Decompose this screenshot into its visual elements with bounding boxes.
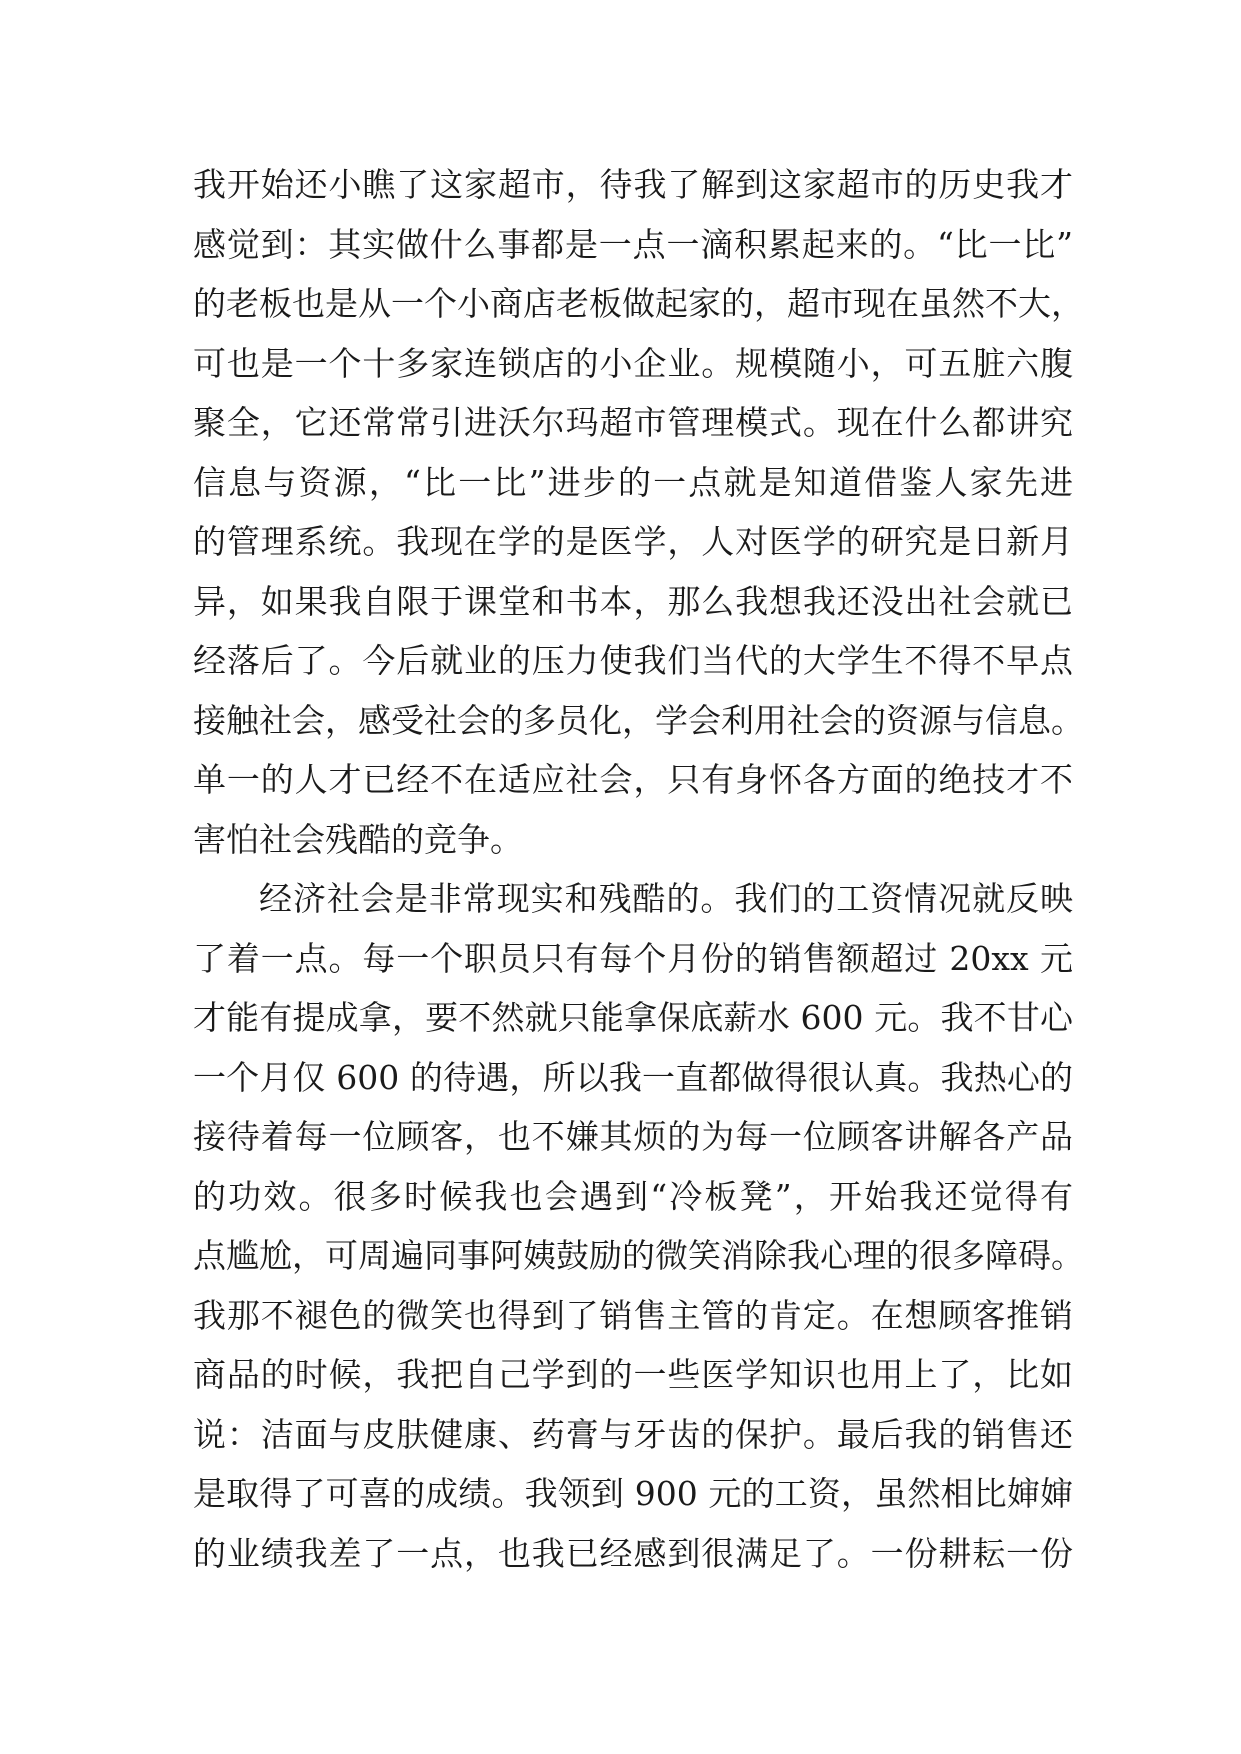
text-line: 的老板也是从一个小商店老板做起家的，超市现在虽然不大， <box>193 284 1084 323</box>
text-line: 聚全，它还常常引进沃尔玛超市管理模式。现在什么都讲究 <box>193 403 1073 442</box>
text-line: 的功效。很多时候我也会遇到“冷板凳”，开始我还觉得有 <box>193 1176 1073 1216</box>
text-line: 的管理系统。我现在学的是医学，人对医学的研究是日新月 <box>193 522 1073 561</box>
text-line: 是取得了可喜的成绩。我领到 900 元的工资，虽然相比婶婶 <box>193 1474 1073 1513</box>
text-line: 接触社会，感受社会的多员化，学会利用社会的资源与信息。 <box>193 700 1084 740</box>
text-line: 我那不褪色的微笑也得到了销售主管的肯定。在想顾客推销 <box>193 1295 1073 1335</box>
text-line: 可也是一个十多家连锁店的小企业。规模随小，可五脏六腹 <box>193 343 1073 383</box>
text-line: 的业绩我差了一点，也我已经感到很满足了。一份耕耘一份 <box>193 1533 1073 1573</box>
text-line: 了着一点。每一个职员只有每个月份的销售额超过 20xx 元 <box>193 938 1073 978</box>
text-line: 单一的人才已经不在适应社会，只有身怀各方面的绝技才不 <box>193 760 1073 799</box>
text-line: 我开始还小瞧了这家超市，待我了解到这家超市的历史我才 <box>193 165 1073 204</box>
text-line: 点尴尬，可周遍同事阿姨鼓励的微笑消除我心理的很多障碍。 <box>193 1236 1084 1275</box>
text-line: 一个月仅 600 的待遇，所以我一直都做得很认真。我热心的 <box>193 1057 1073 1097</box>
text-line: 说：洁面与皮肤健康、药膏与牙齿的保护。最后我的销售还 <box>193 1414 1073 1454</box>
body-text <box>193 155 1084 1583</box>
text-line: 害怕社会残酷的竞争。 <box>193 819 523 859</box>
text-line: 感觉到：其实做什么事都是一点一滴积累起来的。“比一比” <box>193 224 1073 264</box>
paragraph-start-line: 经济社会是非常现实和残酷的。我们的工资情况就反映 <box>259 879 1073 918</box>
text-line: 信息与资源，“比一比”进步的一点就是知道借鉴人家先进 <box>193 462 1073 502</box>
text-line: 经落后了。今后就业的压力使我们当代的大学生不得不早点 <box>193 641 1073 680</box>
text-line: 商品的时候，我把自己学到的一些医学知识也用上了，比如 <box>193 1355 1073 1394</box>
text-line: 才能有提成拿，要不然就只能拿保底薪水 600 元。我不甘心 <box>193 998 1073 1037</box>
text-line: 异，如果我自限于课堂和书本，那么我想我还没出社会就已 <box>193 581 1073 621</box>
text-line: 接待着每一位顾客，也不嫌其烦的为每一位顾客讲解各产品 <box>193 1117 1073 1156</box>
